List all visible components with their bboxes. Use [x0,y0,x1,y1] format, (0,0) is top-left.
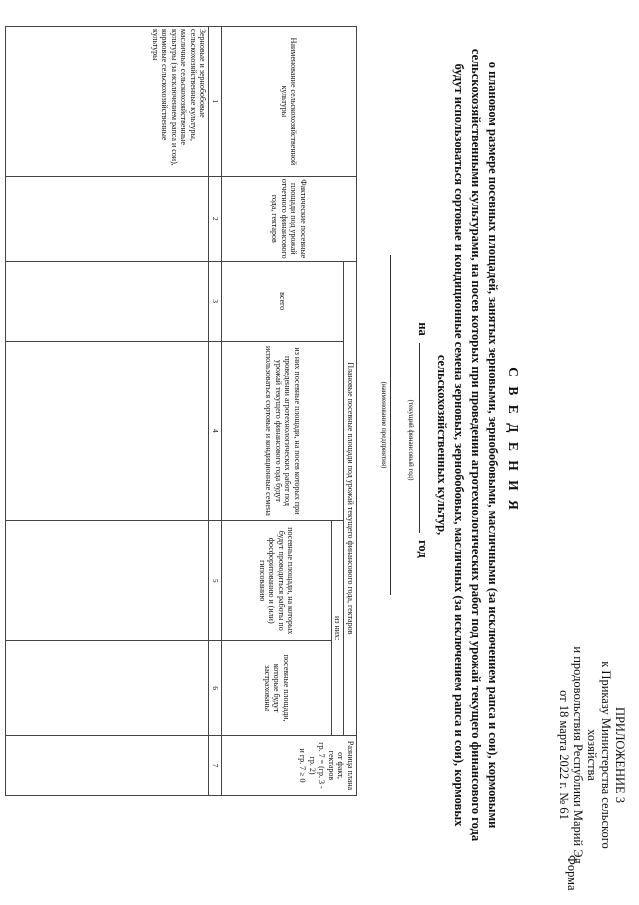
col-number: 3 [209,261,222,341]
row-cell-7[interactable] [6,736,209,796]
row-cell-6[interactable] [6,641,209,736]
data-table [6,26,358,796]
row-cell-4[interactable] [6,341,209,521]
appendix-line-1: к Приказу Министерства сельского хозяйства [585,661,613,849]
header-col-6: посевные площади, которые будут застрахованы [222,641,332,736]
header-col-4-sub: из них: [332,521,345,736]
header-col-4: из них посевные площади, на посев которых при проведении агротехнологических работ под урожай текущего финансового года будут использоваться сортовые и кондиционные семена [222,341,345,521]
document-title: С В Е Д Е Н И Я [506,367,521,513]
appendix-number: ПРИЛОЖЕНИЕ 3 [613,706,627,804]
period-suffix: год [416,540,430,558]
appendix-header [557,640,627,870]
period-note: (текущий финансовый год) [407,399,415,481]
col7-formula-1: гр. 7 = (гр. 3 - гр. 2) [308,742,327,789]
col7-title: Разница плана от факт, гектаров [327,740,355,791]
appendix-line-2: и продовольствия Республики Марий Эл [571,646,585,864]
producer-field[interactable] [390,255,391,595]
row-cell-2[interactable] [6,176,209,261]
col-number: 1 [209,27,222,177]
appendix-line-3: от 18 марта 2022 г. № 61 [557,690,571,820]
header-col-2: Фактические посевные площади под урожай отчетного финансового года, гектаров [222,176,357,261]
period-prefix: на [416,322,430,336]
col-number: 4 [209,341,222,521]
header-col-1: Наименование сельскохозяйственной культуры [222,27,357,177]
col-number: 2 [209,176,222,261]
period-line [415,290,431,590]
producer-note: (наименование предприятия) [380,381,388,469]
col7-formula-2: и гр. 7 ≥ 0 [298,748,308,783]
header-group: Плановые посевные площади под урожай текущего финансового года, гектаров [344,261,357,735]
header-col-5: посевные площади, на которых будут проводиться работы по фосфоритованию и (или) гипсованию [222,521,332,641]
row-cell-5[interactable] [6,521,209,641]
row-cell-3[interactable] [6,261,209,341]
form-label: Форма [565,855,579,891]
header-col-7 [222,736,357,796]
document-subtitle: о плановом размере посевных площадей, занятых зерновыми, зернобобовыми, масличными (за исключением рапса и сои), кормовыми сельскохозяйственными культурами, на посев которых при проведении агротехнологических работ под урожай текущего финансового года будут использоваться сортовые и кондиционные семена зерновых, зернобобовых, масличных (за исключением рапса и сои), кормовых сельскохозяйственных культур, [435,48,500,842]
col-number: 5 [209,521,222,641]
period-year-field[interactable] [419,343,431,533]
column-numbers-row [209,27,222,796]
col-number: 7 [209,736,222,796]
table-row [6,27,209,796]
header-col-3: всего [222,261,345,341]
row-label: Зерновые и зернобобовые сельскохозяйственные культуры, масличные сельскохозяйственные культуры (за исключением рапса и сои), кормовые сельскохозяйственные культуры [6,27,209,177]
col-number: 6 [209,641,222,736]
